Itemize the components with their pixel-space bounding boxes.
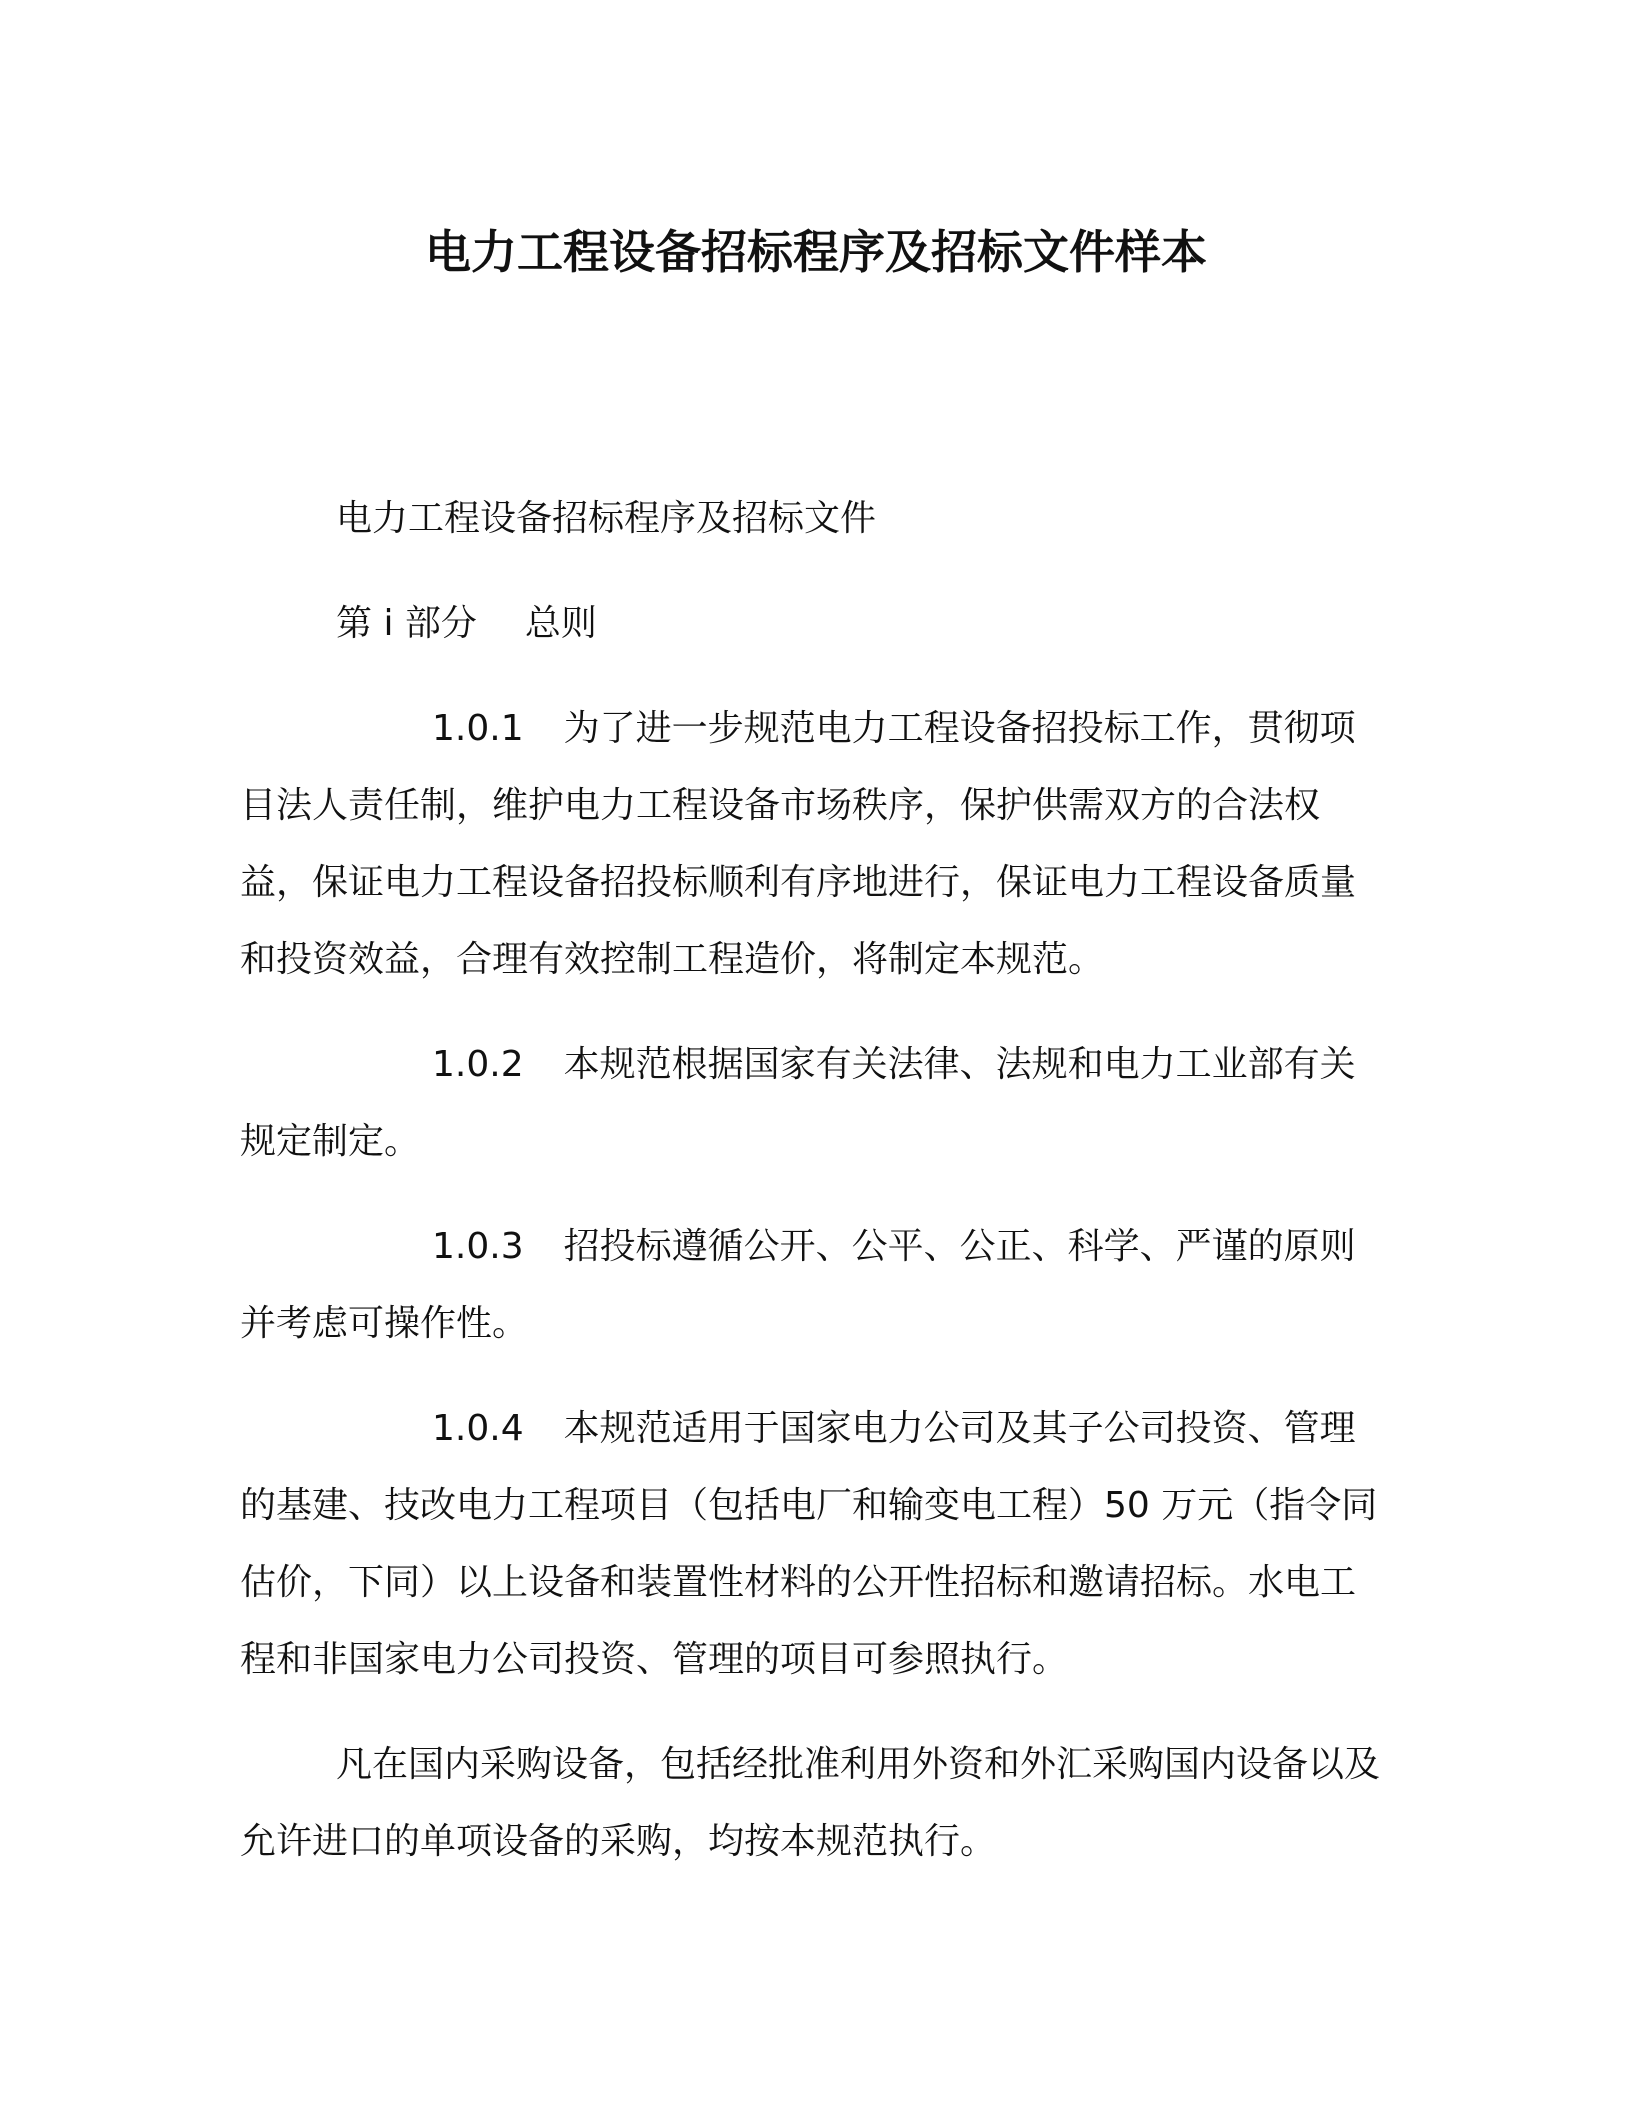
clause-number: 1.0.2 <box>432 1044 524 1085</box>
clause-1-0-1 <box>240 690 1380 998</box>
document-title: 电力工程设备招标程序及招标文件样本 <box>425 225 1207 279</box>
clause-1-0-3 <box>240 1208 1380 1362</box>
document-body <box>240 480 1380 1880</box>
part-label: 第 i 部分 <box>336 603 477 644</box>
clause-number: 1.0.4 <box>432 1408 524 1449</box>
part-name: 总则 <box>524 603 597 644</box>
clause-1-0-4 <box>240 1390 1380 1698</box>
clause-1-0-2 <box>240 1026 1380 1180</box>
clause-text: 本规范根据国家有关法律、法规和电力工业部有关规定制定。 <box>240 1044 1356 1162</box>
part-heading <box>240 585 1380 662</box>
clause-number: 1.0.1 <box>432 708 524 749</box>
clause-text: 招投标遵循公开、公平、公正、科学、严谨的原则并考虑可操作性。 <box>240 1226 1356 1344</box>
clause-text: 本规范适用于国家电力公司及其子公司投资、管理的基建、技改电力工程项目（包括电厂和输变电工程）50 万元（指令同估价，下同）以上设备和装置性材料的公开性招标和邀请招标。水电工程和非国家电力公司投资、管理的项目可参照执行。 <box>240 1408 1378 1680</box>
clause-text: 为了进一步规范电力工程设备招投标工作，贯彻项目法人责任制，维护电力工程设备市场秩序，保护供需双方的合法权益，保证电力工程设备招投标顺利有序地进行，保证电力工程设备质量和投资效益，合理有效控制工程造价，将制定本规范。 <box>240 708 1357 980</box>
document-subtitle: 电力工程设备招标程序及招标文件 <box>336 498 877 539</box>
closing-paragraph: 凡在国内采购设备，包括经批准利用外资和外汇采购国内设备以及允许进口的单项设备的采购，均按本规范执行。 <box>240 1744 1381 1862</box>
clause-number: 1.0.3 <box>432 1226 524 1267</box>
